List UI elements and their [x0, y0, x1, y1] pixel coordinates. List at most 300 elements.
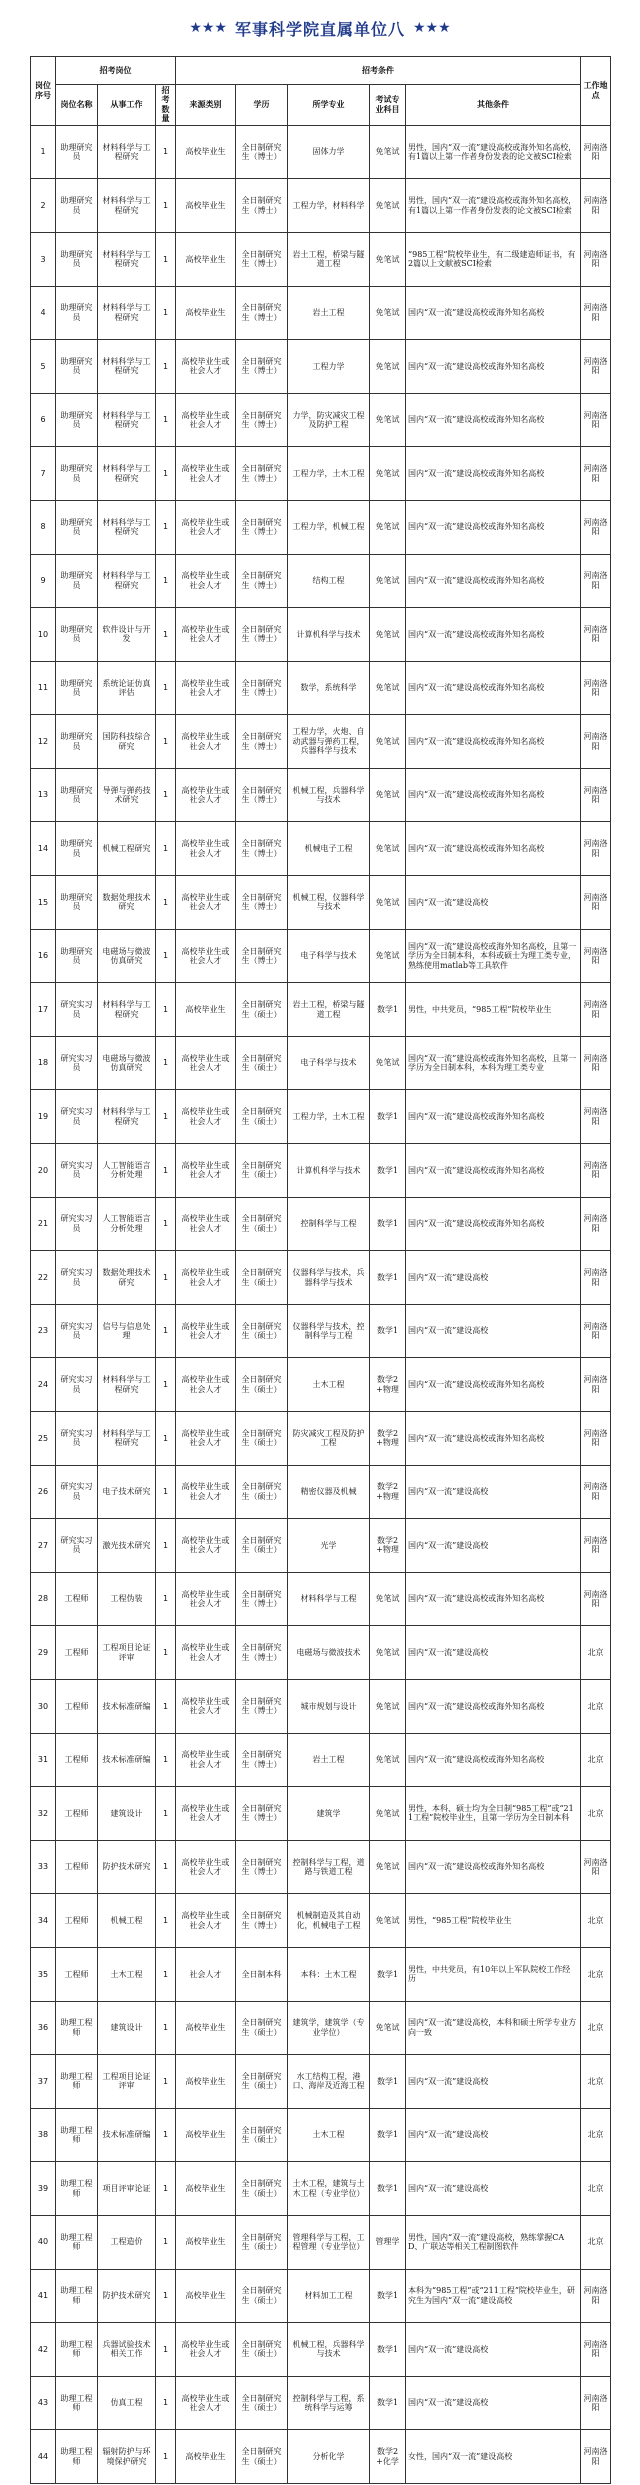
cell-major: 电磁场与微波技术: [288, 1626, 370, 1680]
cell-work: 项目评审论证: [98, 2162, 156, 2216]
table-row: [31, 1304, 611, 1358]
cell-edu: 全日制研究生（硕士）: [236, 1036, 288, 1090]
recruitment-table-container: [30, 56, 610, 2484]
cell-exam: 免笔试: [370, 1036, 406, 1090]
cell-place: 河南洛阳: [581, 179, 611, 233]
cell-source: 高校毕业生或社会人才: [176, 447, 236, 501]
cell-major: 城市规划与设计: [288, 1679, 370, 1733]
cell-major: 土木工程: [288, 2108, 370, 2162]
cell-edu: 全日制研究生（博士）: [236, 1572, 288, 1626]
cell-major: 工程力学: [288, 340, 370, 394]
table-row: [31, 286, 611, 340]
cell-count: 1: [156, 1090, 176, 1144]
cell-edu: 全日制研究生（硕士）: [236, 1519, 288, 1573]
cell-other: 国内“双一流”建设高校: [406, 2055, 581, 2109]
cell-major: 工程力学，土木工程: [288, 447, 370, 501]
cell-exam: 数学1: [370, 1197, 406, 1251]
table-row: [31, 1412, 611, 1466]
table-row: [31, 340, 611, 394]
table-row: [31, 1626, 611, 1680]
cell-source: 高校毕业生或社会人才: [176, 1036, 236, 1090]
cell-count: 1: [156, 822, 176, 876]
cell-place: 北京: [581, 1626, 611, 1680]
cell-exam: 免笔试: [370, 500, 406, 554]
cell-source: 高校毕业生: [176, 2430, 236, 2484]
cell-source: 高校毕业生或社会人才: [176, 1197, 236, 1251]
cell-post-name: 工程师: [56, 1947, 98, 2001]
cell-exam: 数学1: [370, 1144, 406, 1198]
cell-place: 河南洛阳: [581, 983, 611, 1037]
cell-place: 北京: [581, 2055, 611, 2109]
cell-seq: 27: [31, 1519, 56, 1573]
cell-work: 材料科学与工程研究: [98, 179, 156, 233]
cell-seq: 6: [31, 393, 56, 447]
cell-other: 国内“双一流”建设高校或海外知名高校: [406, 1197, 581, 1251]
cell-source: 高校毕业生或社会人才: [176, 1894, 236, 1948]
cell-count: 1: [156, 2055, 176, 2109]
cell-post-name: 研究实习员: [56, 1251, 98, 1305]
col-header-exam: 考试专业科目: [370, 85, 406, 126]
cell-exam: 免笔试: [370, 179, 406, 233]
cell-post-name: 研究实习员: [56, 1036, 98, 1090]
cell-other: 国内“双一流”建设高校: [406, 876, 581, 930]
cell-seq: 34: [31, 1894, 56, 1948]
table-row: [31, 179, 611, 233]
cell-edu: 全日制研究生（博士）: [236, 1733, 288, 1787]
cell-other: 国内“双一流”建设高校或海外知名高校: [406, 1090, 581, 1144]
cell-count: 1: [156, 1519, 176, 1573]
cell-other: 男性，中共党员，“985工程”院校毕业生: [406, 983, 581, 1037]
cell-count: 1: [156, 500, 176, 554]
cell-edu: 全日制研究生（博士）: [236, 340, 288, 394]
cell-source: 高校毕业生或社会人才: [176, 1679, 236, 1733]
cell-source: 高校毕业生: [176, 179, 236, 233]
cell-exam: 免笔试: [370, 1679, 406, 1733]
cell-edu: 全日制研究生（博士）: [236, 715, 288, 769]
cell-major: 工程力学，机械工程: [288, 500, 370, 554]
cell-major: 仪器科学与技术，控制科学与工程: [288, 1304, 370, 1358]
col-header-count: 招考数量: [156, 85, 176, 126]
cell-post-name: 研究实习员: [56, 1144, 98, 1198]
cell-exam: 数学1: [370, 1090, 406, 1144]
cell-major: 本科：土木工程: [288, 1947, 370, 2001]
cell-major: 计算机科学与技术: [288, 1144, 370, 1198]
cell-place: 河南洛阳: [581, 447, 611, 501]
cell-source: 高校毕业生: [176, 2162, 236, 2216]
cell-seq: 30: [31, 1679, 56, 1733]
cell-place: 河南洛阳: [581, 2376, 611, 2430]
cell-source: 高校毕业生或社会人才: [176, 1251, 236, 1305]
cell-other: 国内“双一流”建设高校或海外知名高校: [406, 447, 581, 501]
cell-work: 系统论证仿真评估: [98, 661, 156, 715]
cell-edu: 全日制研究生（硕士）: [236, 2215, 288, 2269]
cell-other: 男性，“985工程”院校毕业生: [406, 1894, 581, 1948]
cell-major: 固体力学: [288, 125, 370, 179]
cell-count: 1: [156, 1787, 176, 1841]
cell-count: 1: [156, 1894, 176, 1948]
cell-other: 国内“双一流”建设高校或海外知名高校，且第一学历为全日制本科，本科为理工类专业: [406, 1036, 581, 1090]
cell-source: 高校毕业生: [176, 2215, 236, 2269]
cell-post-name: 助理工程师: [56, 2269, 98, 2323]
cell-source: 高校毕业生或社会人才: [176, 1304, 236, 1358]
cell-work: 工程项目论证评审: [98, 2055, 156, 2109]
cell-seq: 8: [31, 500, 56, 554]
table-row: [31, 1144, 611, 1198]
cell-edu: 全日制研究生（博士）: [236, 393, 288, 447]
table-row: [31, 1679, 611, 1733]
cell-count: 1: [156, 1251, 176, 1305]
cell-place: 河南洛阳: [581, 125, 611, 179]
cell-exam: 免笔试: [370, 1840, 406, 1894]
cell-place: 北京: [581, 1787, 611, 1841]
col-header-work: 从事工作: [98, 85, 156, 126]
cell-seq: 12: [31, 715, 56, 769]
cell-seq: 44: [31, 2430, 56, 2484]
table-row: [31, 1572, 611, 1626]
cell-work: 信号与信息处理: [98, 1304, 156, 1358]
table-row: [31, 1251, 611, 1305]
cell-post-name: 助理研究员: [56, 232, 98, 286]
cell-exam: 免笔试: [370, 1787, 406, 1841]
cell-post-name: 工程师: [56, 1894, 98, 1948]
table-row: [31, 661, 611, 715]
cell-post-name: 助理研究员: [56, 447, 98, 501]
cell-seq: 16: [31, 929, 56, 983]
cell-exam: 数学2+物理: [370, 1519, 406, 1573]
table-row: [31, 983, 611, 1037]
cell-work: 仿真工程: [98, 2376, 156, 2430]
cell-place: 河南洛阳: [581, 1036, 611, 1090]
cell-other: 国内“双一流”建设高校或海外知名高校，且第一学历为全日制本科，本科或硕士为理工类专业，熟练使用matlab等工具软件: [406, 929, 581, 983]
cell-major: 防灾减灾工程及防护工程: [288, 1412, 370, 1466]
cell-source: 高校毕业生或社会人才: [176, 929, 236, 983]
cell-major: 材料加工工程: [288, 2269, 370, 2323]
cell-edu: 全日制研究生（硕士）: [236, 2001, 288, 2055]
cell-place: 河南洛阳: [581, 1197, 611, 1251]
cell-work: 材料科学与工程研究: [98, 983, 156, 1037]
cell-seq: 41: [31, 2269, 56, 2323]
table-row: [31, 2108, 611, 2162]
cell-place: 河南洛阳: [581, 1304, 611, 1358]
cell-exam: 免笔试: [370, 1572, 406, 1626]
cell-other: 女性，国内“双一流”建设高校: [406, 2430, 581, 2484]
cell-post-name: 助理研究员: [56, 393, 98, 447]
cell-other: 国内“双一流”建设高校: [406, 1626, 581, 1680]
cell-post-name: 助理工程师: [56, 2430, 98, 2484]
cell-major: 土木工程: [288, 1358, 370, 1412]
col-header-source: 来源类别: [176, 85, 236, 126]
cell-other: 国内“双一流”建设高校或海外知名高校: [406, 340, 581, 394]
cell-other: 国内“双一流”建设高校或海外知名高校: [406, 1358, 581, 1412]
cell-exam: 免笔试: [370, 876, 406, 930]
cell-place: 北京: [581, 2162, 611, 2216]
cell-count: 1: [156, 715, 176, 769]
cell-edu: 全日制研究生（博士）: [236, 500, 288, 554]
cell-major: 机械工程，兵器科学与技术: [288, 2323, 370, 2377]
cell-edu: 全日制研究生（硕士）: [236, 1358, 288, 1412]
cell-count: 1: [156, 2376, 176, 2430]
cell-place: 河南洛阳: [581, 1519, 611, 1573]
cell-post-name: 助理研究员: [56, 768, 98, 822]
cell-exam: 免笔试: [370, 2001, 406, 2055]
cell-seq: 36: [31, 2001, 56, 2055]
cell-other: 国内“双一流”建设高校: [406, 2376, 581, 2430]
cell-edu: 全日制研究生（博士）: [236, 768, 288, 822]
cell-source: 高校毕业生或社会人才: [176, 1465, 236, 1519]
table-row: [31, 1519, 611, 1573]
cell-work: 材料科学与工程研究: [98, 340, 156, 394]
table-row: [31, 2269, 611, 2323]
cell-place: 河南洛阳: [581, 768, 611, 822]
cell-work: 机械工程: [98, 1894, 156, 1948]
cell-other: 国内“双一流”建设高校或海外知名高校: [406, 608, 581, 662]
cell-edu: 全日制研究生（硕士）: [236, 1197, 288, 1251]
cell-place: 河南洛阳: [581, 2269, 611, 2323]
cell-work: 防护技术研究: [98, 1840, 156, 1894]
cell-source: 高校毕业生或社会人才: [176, 2323, 236, 2377]
cell-place: 河南洛阳: [581, 822, 611, 876]
cell-source: 高校毕业生或社会人才: [176, 608, 236, 662]
cell-source: 高校毕业生或社会人才: [176, 1840, 236, 1894]
cell-edu: 全日制研究生（硕士）: [236, 1412, 288, 1466]
cell-other: 国内“双一流”建设高校或海外知名高校: [406, 500, 581, 554]
cell-seq: 10: [31, 608, 56, 662]
cell-work: 材料科学与工程研究: [98, 1358, 156, 1412]
cell-other: 国内“双一流”建设高校或海外知名高校: [406, 1144, 581, 1198]
cell-exam: 免笔试: [370, 608, 406, 662]
cell-other: 男性，本科、硕士均为全日制“985工程”或“211工程”院校毕业生，且第一学历为全日制本科: [406, 1787, 581, 1841]
cell-work: 国防科技综合研究: [98, 715, 156, 769]
cell-post-name: 助理工程师: [56, 2055, 98, 2109]
cell-major: 机械工程，兵器科学与技术: [288, 768, 370, 822]
cell-major: 水工结构工程，港口、海岸及近海工程: [288, 2055, 370, 2109]
cell-source: 高校毕业生或社会人才: [176, 393, 236, 447]
cell-post-name: 助理工程师: [56, 2323, 98, 2377]
cell-major: 仪器科学与技术，兵器科学与技术: [288, 1251, 370, 1305]
cell-edu: 全日制研究生（硕士）: [236, 983, 288, 1037]
cell-post-name: 助理研究员: [56, 286, 98, 340]
cell-post-name: 助理研究员: [56, 500, 98, 554]
table-row: [31, 2055, 611, 2109]
cell-other: 国内“双一流”建设高校或海外知名高校: [406, 715, 581, 769]
cell-other: 男性，国内“双一流”建设高校，熟练掌握CAD、广联达等相关工程制图软件: [406, 2215, 581, 2269]
cell-post-name: 助理研究员: [56, 661, 98, 715]
cell-seq: 13: [31, 768, 56, 822]
cell-other: 国内“双一流”建设高校或海外知名高校: [406, 1733, 581, 1787]
cell-other: 国内“双一流”建设高校或海外知名高校: [406, 393, 581, 447]
cell-count: 1: [156, 286, 176, 340]
cell-place: 北京: [581, 2215, 611, 2269]
cell-source: 高校毕业生或社会人才: [176, 1412, 236, 1466]
cell-exam: 免笔试: [370, 929, 406, 983]
cell-post-name: 助理研究员: [56, 554, 98, 608]
page-header: [0, 0, 640, 56]
cell-work: 人工智能语言分析处理: [98, 1144, 156, 1198]
col-header-seq: 岗位序号: [31, 57, 56, 126]
cell-source: 高校毕业生或社会人才: [176, 876, 236, 930]
cell-major: 计算机科学与技术: [288, 608, 370, 662]
cell-post-name: 助理工程师: [56, 2001, 98, 2055]
cell-post-name: 研究实习员: [56, 1090, 98, 1144]
col-header-other: 其他条件: [406, 85, 581, 126]
cell-source: 高校毕业生或社会人才: [176, 1144, 236, 1198]
cell-seq: 21: [31, 1197, 56, 1251]
cell-source: 高校毕业生或社会人才: [176, 1572, 236, 1626]
cell-post-name: 助理研究员: [56, 179, 98, 233]
cell-other: “985工程”院校毕业生，有二级建造师证书，有2篇以上文献被SCI检索: [406, 232, 581, 286]
stars-right-icon: ★★★: [413, 20, 451, 36]
table-row: [31, 1358, 611, 1412]
cell-edu: 全日制研究生（硕士）: [236, 2162, 288, 2216]
cell-source: 高校毕业生或社会人才: [176, 1626, 236, 1680]
cell-work: 电磁场与微波仿真研究: [98, 1036, 156, 1090]
table-row: [31, 715, 611, 769]
cell-count: 1: [156, 1358, 176, 1412]
cell-count: 1: [156, 447, 176, 501]
cell-place: 河南洛阳: [581, 500, 611, 554]
cell-seq: 40: [31, 2215, 56, 2269]
cell-edu: 全日制研究生（博士）: [236, 554, 288, 608]
cell-exam: 管理学: [370, 2215, 406, 2269]
col-header-post-name: 岗位名称: [56, 85, 98, 126]
cell-edu: 全日制本科: [236, 1947, 288, 2001]
cell-place: 北京: [581, 2001, 611, 2055]
cell-work: 兵器试验技术相关工作: [98, 2323, 156, 2377]
col-group-post: 招考岗位: [56, 57, 176, 85]
cell-seq: 15: [31, 876, 56, 930]
cell-source: 高校毕业生或社会人才: [176, 500, 236, 554]
cell-edu: 全日制研究生（硕士）: [236, 1144, 288, 1198]
cell-seq: 25: [31, 1412, 56, 1466]
table-row: [31, 2001, 611, 2055]
cell-exam: 免笔试: [370, 715, 406, 769]
cell-source: 高校毕业生: [176, 2001, 236, 2055]
cell-edu: 全日制研究生（博士）: [236, 608, 288, 662]
cell-edu: 全日制研究生（博士）: [236, 822, 288, 876]
cell-exam: 数学1: [370, 1947, 406, 2001]
table-row: [31, 1947, 611, 2001]
cell-edu: 全日制研究生（硕士）: [236, 2323, 288, 2377]
cell-seq: 35: [31, 1947, 56, 2001]
cell-major: 力学，防灾减灾工程及防护工程: [288, 393, 370, 447]
cell-major: 建筑学，建筑学（专业学位）: [288, 2001, 370, 2055]
cell-post-name: 助理工程师: [56, 2162, 98, 2216]
cell-count: 1: [156, 125, 176, 179]
cell-exam: 免笔试: [370, 554, 406, 608]
table-row: [31, 929, 611, 983]
cell-work: 建筑设计: [98, 2001, 156, 2055]
cell-major: 工程力学，土木工程: [288, 1090, 370, 1144]
cell-work: 材料科学与工程研究: [98, 554, 156, 608]
cell-edu: 全日制研究生（硕士）: [236, 1251, 288, 1305]
cell-major: 机械工程，仪器科学与技术: [288, 876, 370, 930]
cell-seq: 14: [31, 822, 56, 876]
table-row: [31, 1197, 611, 1251]
cell-place: 河南洛阳: [581, 876, 611, 930]
cell-place: 河南洛阳: [581, 1840, 611, 1894]
cell-count: 1: [156, 983, 176, 1037]
cell-edu: 全日制研究生（硕士）: [236, 2108, 288, 2162]
cell-source: 高校毕业生或社会人才: [176, 1358, 236, 1412]
cell-work: 导弹与弹药技术研究: [98, 768, 156, 822]
table-body: [31, 125, 611, 2483]
cell-post-name: 工程师: [56, 1679, 98, 1733]
cell-major: 控制科学与工程，道路与铁道工程: [288, 1840, 370, 1894]
cell-other: 国内“双一流”建设高校或海外知名高校: [406, 1679, 581, 1733]
cell-place: 河南洛阳: [581, 1144, 611, 1198]
cell-other: 国内“双一流”建设高校或海外知名高校: [406, 1412, 581, 1466]
cell-edu: 全日制研究生（博士）: [236, 232, 288, 286]
cell-major: 结构工程: [288, 554, 370, 608]
cell-work: 土木工程: [98, 1947, 156, 2001]
cell-work: 防护技术研究: [98, 2269, 156, 2323]
cell-edu: 全日制研究生（博士）: [236, 876, 288, 930]
cell-count: 1: [156, 1733, 176, 1787]
cell-place: 河南洛阳: [581, 661, 611, 715]
table-row: [31, 768, 611, 822]
cell-source: 社会人才: [176, 1947, 236, 2001]
cell-post-name: 研究实习员: [56, 1197, 98, 1251]
cell-source: 高校毕业生: [176, 2108, 236, 2162]
cell-post-name: 助理研究员: [56, 125, 98, 179]
cell-major: 岩土工程，桥梁与隧道工程: [288, 232, 370, 286]
cell-post-name: 助理工程师: [56, 2376, 98, 2430]
cell-exam: 免笔试: [370, 1894, 406, 1948]
cell-edu: 全日制研究生（博士）: [236, 1787, 288, 1841]
cell-edu: 全日制研究生（博士）: [236, 179, 288, 233]
cell-edu: 全日制研究生（硕士）: [236, 2430, 288, 2484]
cell-exam: 数学2+物理: [370, 1412, 406, 1466]
cell-place: 河南洛阳: [581, 608, 611, 662]
cell-count: 1: [156, 232, 176, 286]
cell-edu: 全日制研究生（博士）: [236, 125, 288, 179]
cell-source: 高校毕业生或社会人才: [176, 1787, 236, 1841]
cell-count: 1: [156, 1626, 176, 1680]
cell-seq: 3: [31, 232, 56, 286]
cell-major: 岩土工程: [288, 1733, 370, 1787]
cell-seq: 31: [31, 1733, 56, 1787]
cell-edu: 全日制研究生（博士）: [236, 447, 288, 501]
cell-seq: 22: [31, 1251, 56, 1305]
cell-work: 数据处理技术研究: [98, 1251, 156, 1305]
cell-post-name: 研究实习员: [56, 1304, 98, 1358]
cell-work: 数据处理技术研究: [98, 876, 156, 930]
cell-source: 高校毕业生或社会人才: [176, 1519, 236, 1573]
cell-work: 辐射防护与环境保护研究: [98, 2430, 156, 2484]
cell-post-name: 研究实习员: [56, 1519, 98, 1573]
cell-count: 1: [156, 2269, 176, 2323]
cell-work: 技术标准研编: [98, 2108, 156, 2162]
cell-post-name: 工程师: [56, 1787, 98, 1841]
cell-edu: 全日制研究生（博士）: [236, 1840, 288, 1894]
cell-other: 男性，国内“双一流”建设高校或海外知名高校，有1篇以上第一作者身份发表的论文被SCI检索: [406, 125, 581, 179]
cell-count: 1: [156, 179, 176, 233]
cell-count: 1: [156, 876, 176, 930]
cell-major: 机械制造及其自动化，机械电子工程: [288, 1894, 370, 1948]
cell-work: 材料科学与工程研究: [98, 286, 156, 340]
cell-seq: 18: [31, 1036, 56, 1090]
cell-post-name: 助理研究员: [56, 876, 98, 930]
cell-major: 控制科学与工程: [288, 1197, 370, 1251]
cell-exam: 数学2+物理: [370, 1465, 406, 1519]
cell-major: 工程力学，材料科学: [288, 179, 370, 233]
cell-post-name: 助理研究员: [56, 340, 98, 394]
cell-major: 分析化学: [288, 2430, 370, 2484]
cell-place: 河南洛阳: [581, 2430, 611, 2484]
cell-place: 河南洛阳: [581, 1412, 611, 1466]
cell-work: 激光技术研究: [98, 1519, 156, 1573]
cell-source: 高校毕业生: [176, 2269, 236, 2323]
